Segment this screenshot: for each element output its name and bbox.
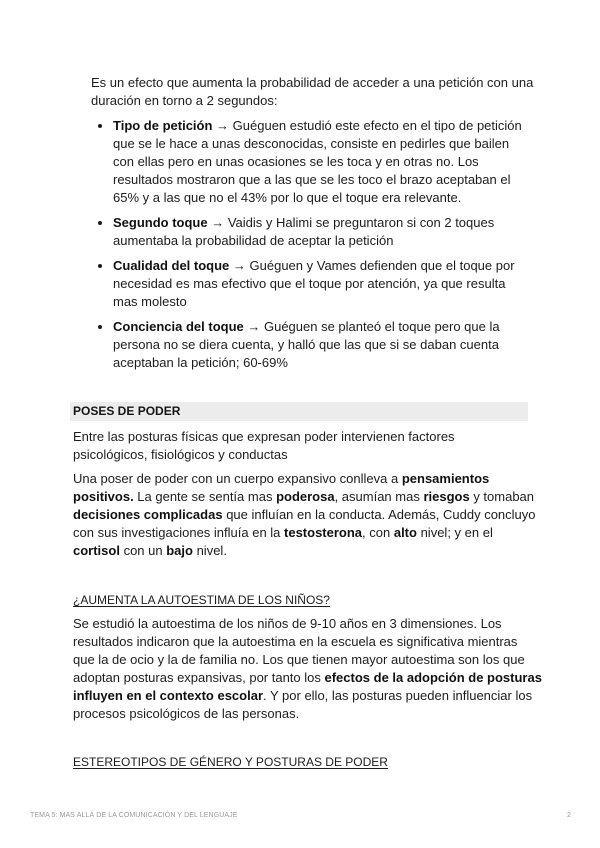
list-bullet <box>98 264 102 268</box>
text-run: y tomaban <box>469 489 535 504</box>
bold-text: influyen en el contexto escolar <box>73 688 263 703</box>
text-run: persona no se diera cuenta, y halló que las que si se daban cuenta <box>113 337 499 352</box>
text-run: psicológicos, fisiológicos y conductas <box>73 447 288 462</box>
text-line <box>113 318 553 336</box>
text-run: mas molesto <box>113 294 187 309</box>
text-line <box>113 275 553 293</box>
text-run: nivel. <box>192 543 227 558</box>
bold-text: efectos de la adopción de posturas <box>324 670 542 685</box>
list-item-text <box>113 214 553 250</box>
list-bullet <box>98 325 102 329</box>
text-run: resultados indicaron que la autoestima en la escuela es significativa mientras <box>73 634 518 649</box>
text-line <box>113 354 553 372</box>
text-line <box>73 428 553 446</box>
text-run: duración en torno a 2 segundos: <box>91 93 278 108</box>
section-heading-poses-de-poder: POSES DE PODER <box>70 402 528 421</box>
intro-paragraph <box>73 74 553 110</box>
text-line <box>73 687 553 705</box>
text-line <box>73 705 553 723</box>
text-line <box>113 214 553 232</box>
text-run: que la de ocio y la de familia no. Los que tienen mayor autoestima son los que <box>73 652 525 667</box>
text-run: adoptan posturas expansivas, por tanto los <box>73 670 325 685</box>
text-line <box>73 506 553 524</box>
list-item-text <box>113 318 553 372</box>
text-run: aumentaba la probabilidad de aceptar la petición <box>113 233 394 248</box>
list-bullet <box>98 124 102 128</box>
text-line <box>113 232 553 250</box>
bold-text: alto <box>393 525 417 540</box>
list-item <box>73 214 553 250</box>
text-run: que se le hace a unas desconocidas, consiste en pedirles que bailen <box>113 136 510 151</box>
bold-text: riesgos <box>423 489 470 504</box>
text-run: con ellas pero en unas ocasiones se les toca y en otras no. Los <box>113 154 479 169</box>
bold-text: Cualidad del toque <box>113 258 230 273</box>
text-line <box>73 470 553 488</box>
text-line <box>73 669 553 687</box>
text-run: → Guéguen estudió este efecto en el tipo de petición <box>212 118 522 133</box>
list-item <box>73 117 553 207</box>
text-line <box>113 257 553 275</box>
bold-text: positivos. <box>73 489 134 504</box>
bold-text: cortisol <box>73 543 120 558</box>
text-run: . Y por ello, las posturas pueden influenciar los <box>263 688 533 703</box>
text-run: Entre las posturas físicas que expresan poder intervienen factores <box>73 429 455 444</box>
text-run: La gente se sentía mas <box>133 489 277 504</box>
list-item-text <box>113 117 553 207</box>
paragraph <box>73 615 553 723</box>
bold-text: Segundo toque <box>113 215 208 230</box>
text-run: Se estudió la autoestima de los niños de 9-10 años en 3 dimensiones. Los <box>73 616 502 631</box>
text-run: → Vaidis y Halimi se preguntaron si con 2 toques <box>207 215 495 230</box>
text-line <box>113 117 553 135</box>
text-run: resultados mostraron que a las que se les toco el brazo aceptaban el <box>113 172 511 187</box>
bold-text: decisiones complicadas <box>73 507 223 522</box>
bold-text: Conciencia del toque <box>113 319 244 334</box>
text-line <box>113 336 553 354</box>
text-line <box>113 153 553 171</box>
text-line <box>91 92 553 110</box>
text-run: Es un efecto que aumenta la probabilidad de acceder a una petición con una <box>91 75 534 90</box>
text-run: , asumían mas <box>334 489 424 504</box>
paragraph <box>73 428 553 464</box>
paragraph <box>73 470 553 560</box>
text-line <box>73 446 553 464</box>
text-line <box>73 488 553 506</box>
text-run: Una poser de poder con un cuerpo expansivo conlleva a <box>73 471 402 486</box>
text-line <box>113 135 553 153</box>
section-heading-autoestima: ¿AUMENTA LA AUTOESTIMA DE LOS NIÑOS? <box>73 593 330 607</box>
text-line <box>73 542 553 560</box>
bold-text: bajo <box>166 543 193 558</box>
bold-text: Tipo de petición <box>113 118 213 133</box>
list-item-text <box>113 257 553 311</box>
section-heading-estereotipos: ESTEREOTIPOS DE GÉNERO Y POSTURAS DE PODER <box>73 755 388 769</box>
text-run: → Guéguen y Vames defienden que el toque por <box>229 258 515 273</box>
list-item <box>73 318 553 372</box>
page-content <box>73 74 553 771</box>
list-item <box>73 257 553 311</box>
bullet-list <box>73 117 553 372</box>
page-number: 2 <box>567 812 571 819</box>
text-line <box>73 651 553 669</box>
text-run: con un <box>119 543 167 558</box>
text-run: → Guéguen se planteó el toque pero que la <box>243 319 500 334</box>
footer-title: TEMA 5: MAS ALLÁ DE LA COMUNICACIÓN Y DEL LENGUAJE <box>30 812 238 819</box>
text-run: nivel; y en el <box>416 525 493 540</box>
text-line <box>73 524 553 542</box>
text-run: con sus investigaciones influía en la <box>73 525 285 540</box>
text-run: que influían en la conducta. Además, Cuddy concluyo <box>222 507 536 522</box>
text-run: aceptaban la petición; 60-69% <box>113 355 288 370</box>
bold-text: poderosa <box>276 489 335 504</box>
text-line <box>73 615 553 633</box>
text-run: 65% y a las que no el 43% por lo que el toque era relevante. <box>113 190 462 205</box>
text-run: necesidad es mas efectivo que el toque por atención, ya que resulta <box>113 276 506 291</box>
bold-text: testosterona <box>284 525 363 540</box>
text-line <box>113 189 553 207</box>
text-line <box>113 171 553 189</box>
text-run: , con <box>362 525 394 540</box>
text-line <box>73 633 553 651</box>
text-line <box>91 74 553 92</box>
text-line <box>113 293 553 311</box>
text-run: procesos psicológicos de las personas. <box>73 706 300 721</box>
bold-text: pensamientos <box>401 471 490 486</box>
list-bullet <box>98 221 102 225</box>
